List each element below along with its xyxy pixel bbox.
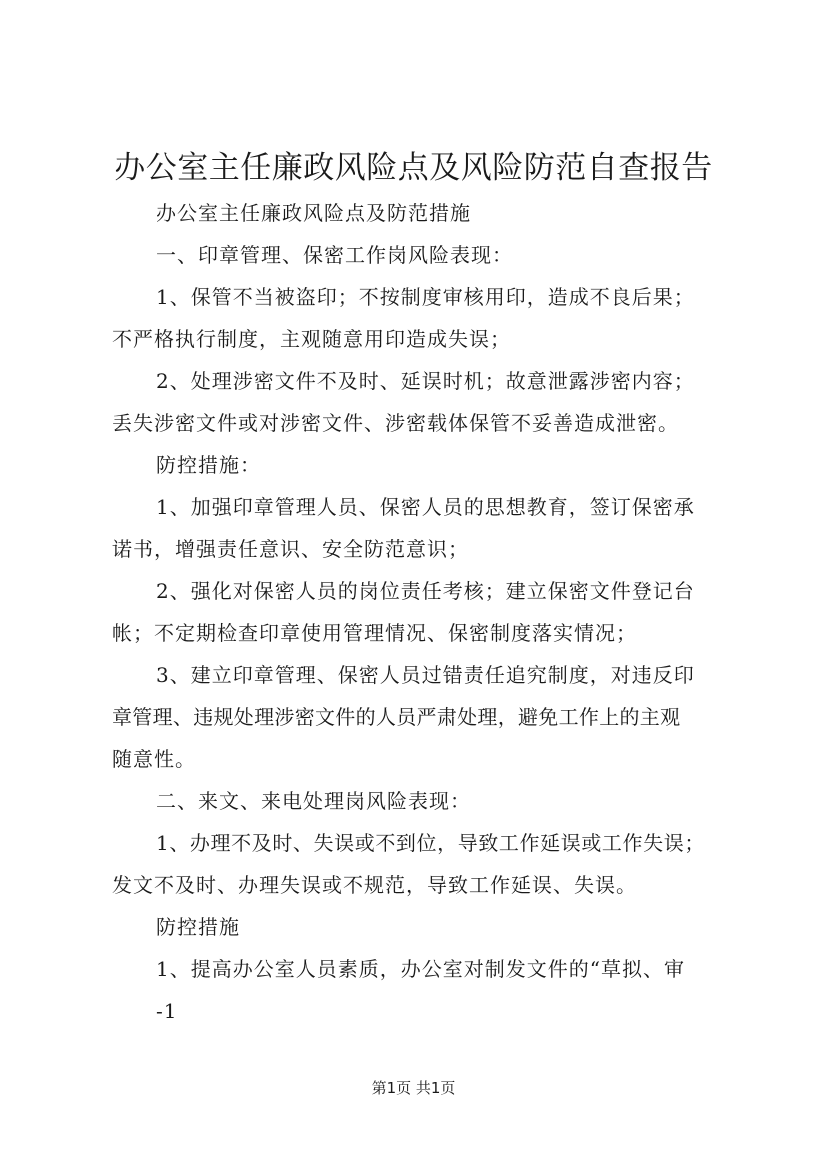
paragraph-line: 1、办理不及时、失误或不到位，导致工作延误或工作失误； xyxy=(156,831,705,855)
paragraph-line: 诺书，增强责任意识、安全防范意识； xyxy=(112,537,469,561)
paragraph-line: 随意性。 xyxy=(112,747,196,771)
paragraph-line: 3、建立印章管理、保密人员过错责任追究制度，对违反印 xyxy=(156,663,695,687)
paragraph-line: 不严格执行制度，主观随意用印造成失误； xyxy=(112,327,511,351)
section-heading: 办公室主任廉政风险点及防范措施 xyxy=(156,201,471,225)
paragraph-line: 1、提高办公室人员素质，办公室对制发文件的“草拟、审 xyxy=(156,957,685,981)
paragraph-line: 1、保管不当被盗印；不按制度审核用印，造成不良后果； xyxy=(156,285,695,309)
page-title: 办公室主任廉政风险点及风险防范自查报告 xyxy=(114,150,713,186)
section-heading: 一、印章管理、保密工作岗风险表现： xyxy=(156,243,513,267)
paragraph-line: 丢失涉密文件或对涉密文件、涉密载体保管不妥善造成泄密。 xyxy=(112,411,679,435)
section-heading: 二、来文、来电处理岗风险表现： xyxy=(156,789,471,813)
paragraph-line: 发文不及时、办理失误或不规范，导致工作延误、失误。 xyxy=(112,873,637,897)
paragraph-line: 章管理、违规处理涉密文件的人员严肃处理，避免工作上的主观 xyxy=(112,705,681,729)
paragraph-line: 2、强化对保密人员的岗位责任考核；建立保密文件登记台 xyxy=(156,579,695,603)
paragraph-line: 帐；不定期检查印章使用管理情况、保密制度落实情况； xyxy=(112,621,637,645)
page-number-footer: 第1页 共1页 xyxy=(371,1079,456,1097)
paragraph-line: 2、处理涉密文件不及时、延误时机；故意泄露涉密内容； xyxy=(156,369,695,393)
page-marker: -1 xyxy=(156,999,178,1023)
section-heading: 防控措施 xyxy=(156,915,240,939)
section-heading: 防控措施： xyxy=(156,453,261,477)
paragraph-line: 1、加强印章管理人员、保密人员的思想教育，签订保密承 xyxy=(156,495,695,519)
